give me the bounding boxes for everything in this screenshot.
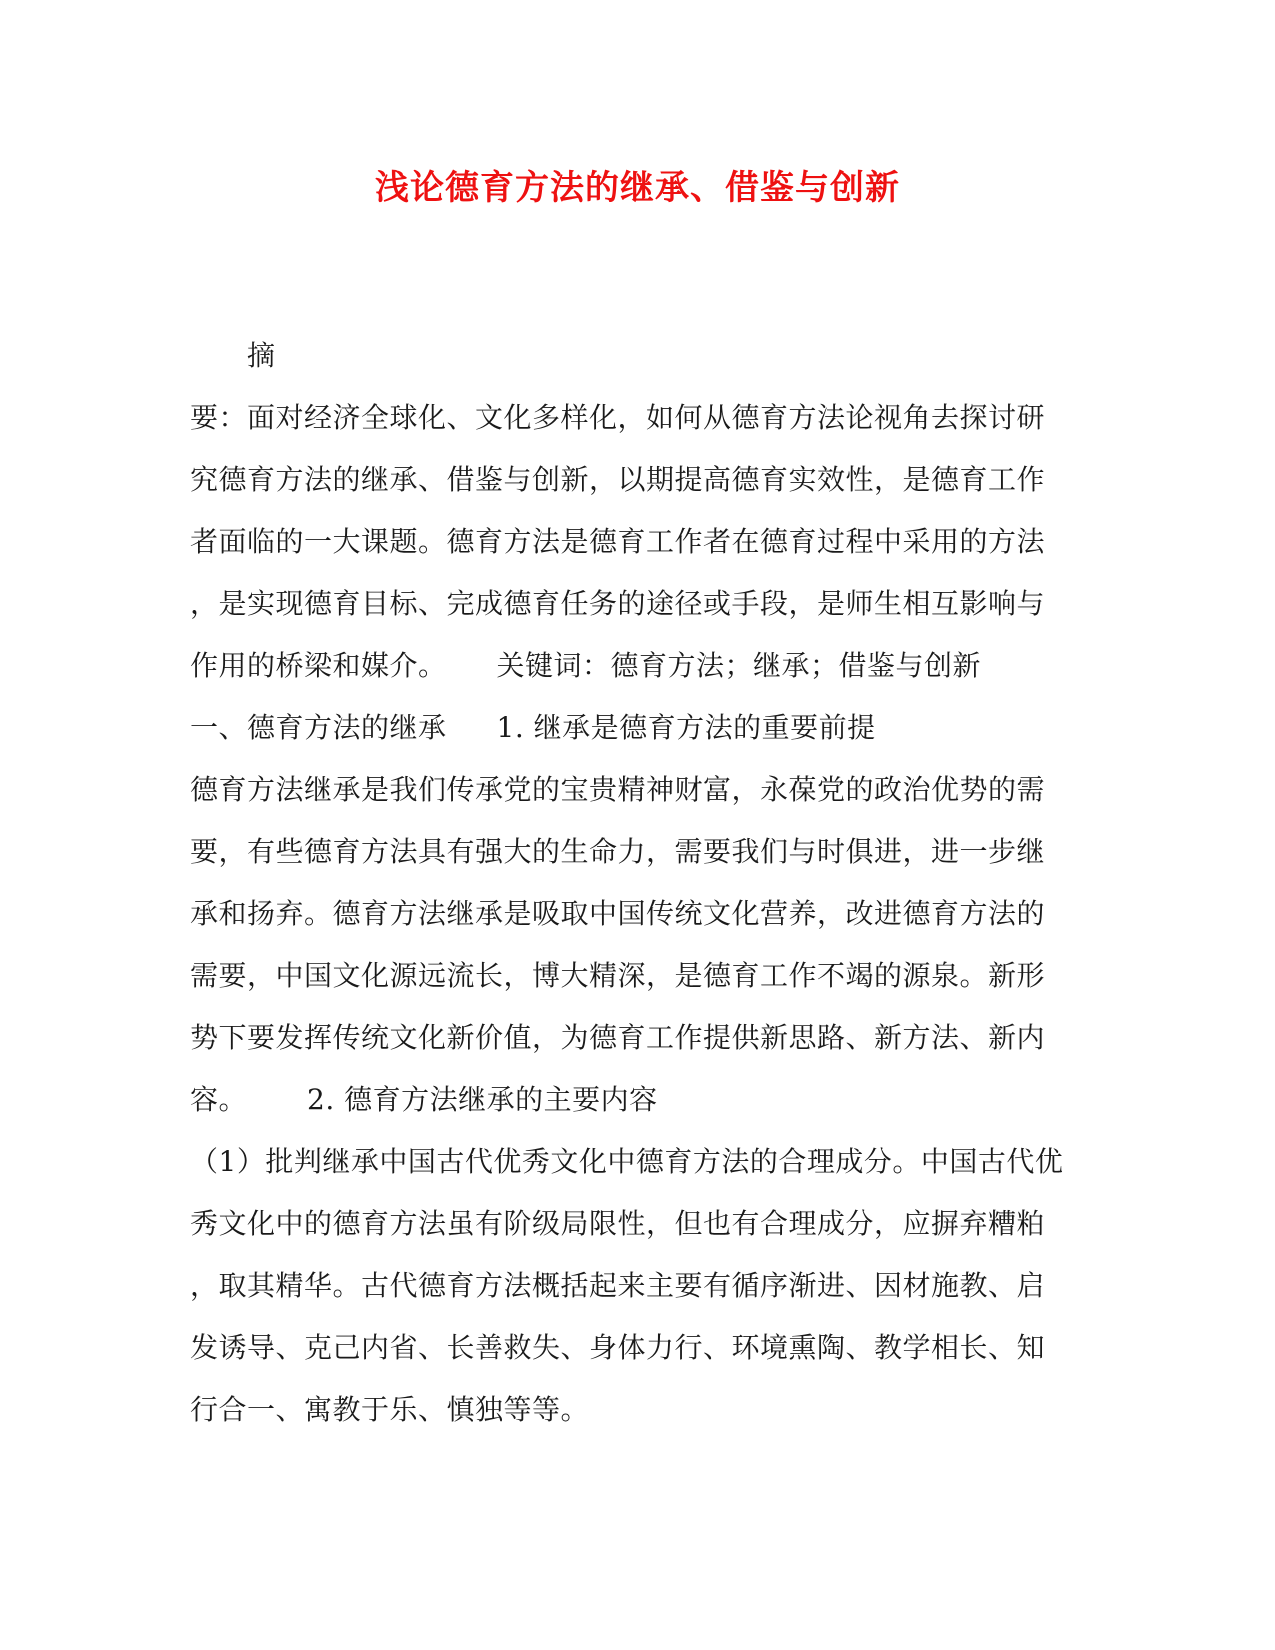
- body-line: 要，有些德育方法具有强大的生命力，需要我们与时俱进，进一步继: [190, 835, 1046, 868]
- body-line: 势下要发挥传统文化新价值，为德育工作提供新思路、新方法、新内: [190, 1021, 1046, 1054]
- body-line: 行合一、寓教于乐、慎独等等。: [190, 1393, 590, 1426]
- body-line: ，取其精华。古代德育方法概括起来主要有循序渐进、因材施教、启: [190, 1269, 1046, 1302]
- document-title: 浅论德育方法的继承、借鉴与创新: [375, 168, 900, 208]
- body-line: 发诱导、克己内省、长善救失、身体力行、环境熏陶、教学相长、知: [190, 1331, 1046, 1364]
- subsection-heading: 1. 继承是德育方法的重要前提: [496, 711, 876, 744]
- body-line: 要：面对经济全球化、文化多样化，如何从德育方法论视角去探讨研: [190, 401, 1046, 434]
- body-line: 者面临的一大课题。德育方法是德育工作者在德育过程中采用的方法: [190, 525, 1046, 558]
- body-line: （1）批判继承中国古代优秀文化中德育方法的合理成分。中国古代优: [190, 1145, 1064, 1178]
- body-line-with-subheading: [190, 1082, 658, 1118]
- body-line: 德育方法继承是我们传承党的宝贵精神财富，永葆党的政治优势的需: [190, 773, 1046, 806]
- body-line: 需要，中国文化源远流长，博大精深，是德育工作不竭的源泉。新形: [190, 959, 1046, 992]
- keywords: 关键词：德育方法；继承；借鉴与创新: [496, 649, 982, 682]
- section-heading: 一、德育方法的继承: [190, 711, 447, 744]
- section-heading-line: [190, 710, 876, 746]
- body-line-with-keywords: [190, 648, 981, 684]
- paragraph-end-text: 容。: [190, 1083, 248, 1116]
- body-line: 秀文化中的德育方法虽有阶级局限性，但也有合理成分，应摒弃糟粕: [190, 1207, 1046, 1240]
- subsection-heading: 2. 德育方法继承的主要内容: [307, 1083, 658, 1116]
- abstract-end-text: 作用的桥梁和媒介。: [190, 649, 447, 682]
- body-line: ，是实现德育目标、完成德育任务的途径或手段，是师生相互影响与: [190, 587, 1046, 620]
- body-line: 承和扬弃。德育方法继承是吸取中国传统文化营养，改进德育方法的: [190, 897, 1046, 930]
- abstract-label-start: 摘: [247, 339, 276, 372]
- body-line: 究德育方法的继承、借鉴与创新，以期提高德育实效性，是德育工作: [190, 463, 1046, 496]
